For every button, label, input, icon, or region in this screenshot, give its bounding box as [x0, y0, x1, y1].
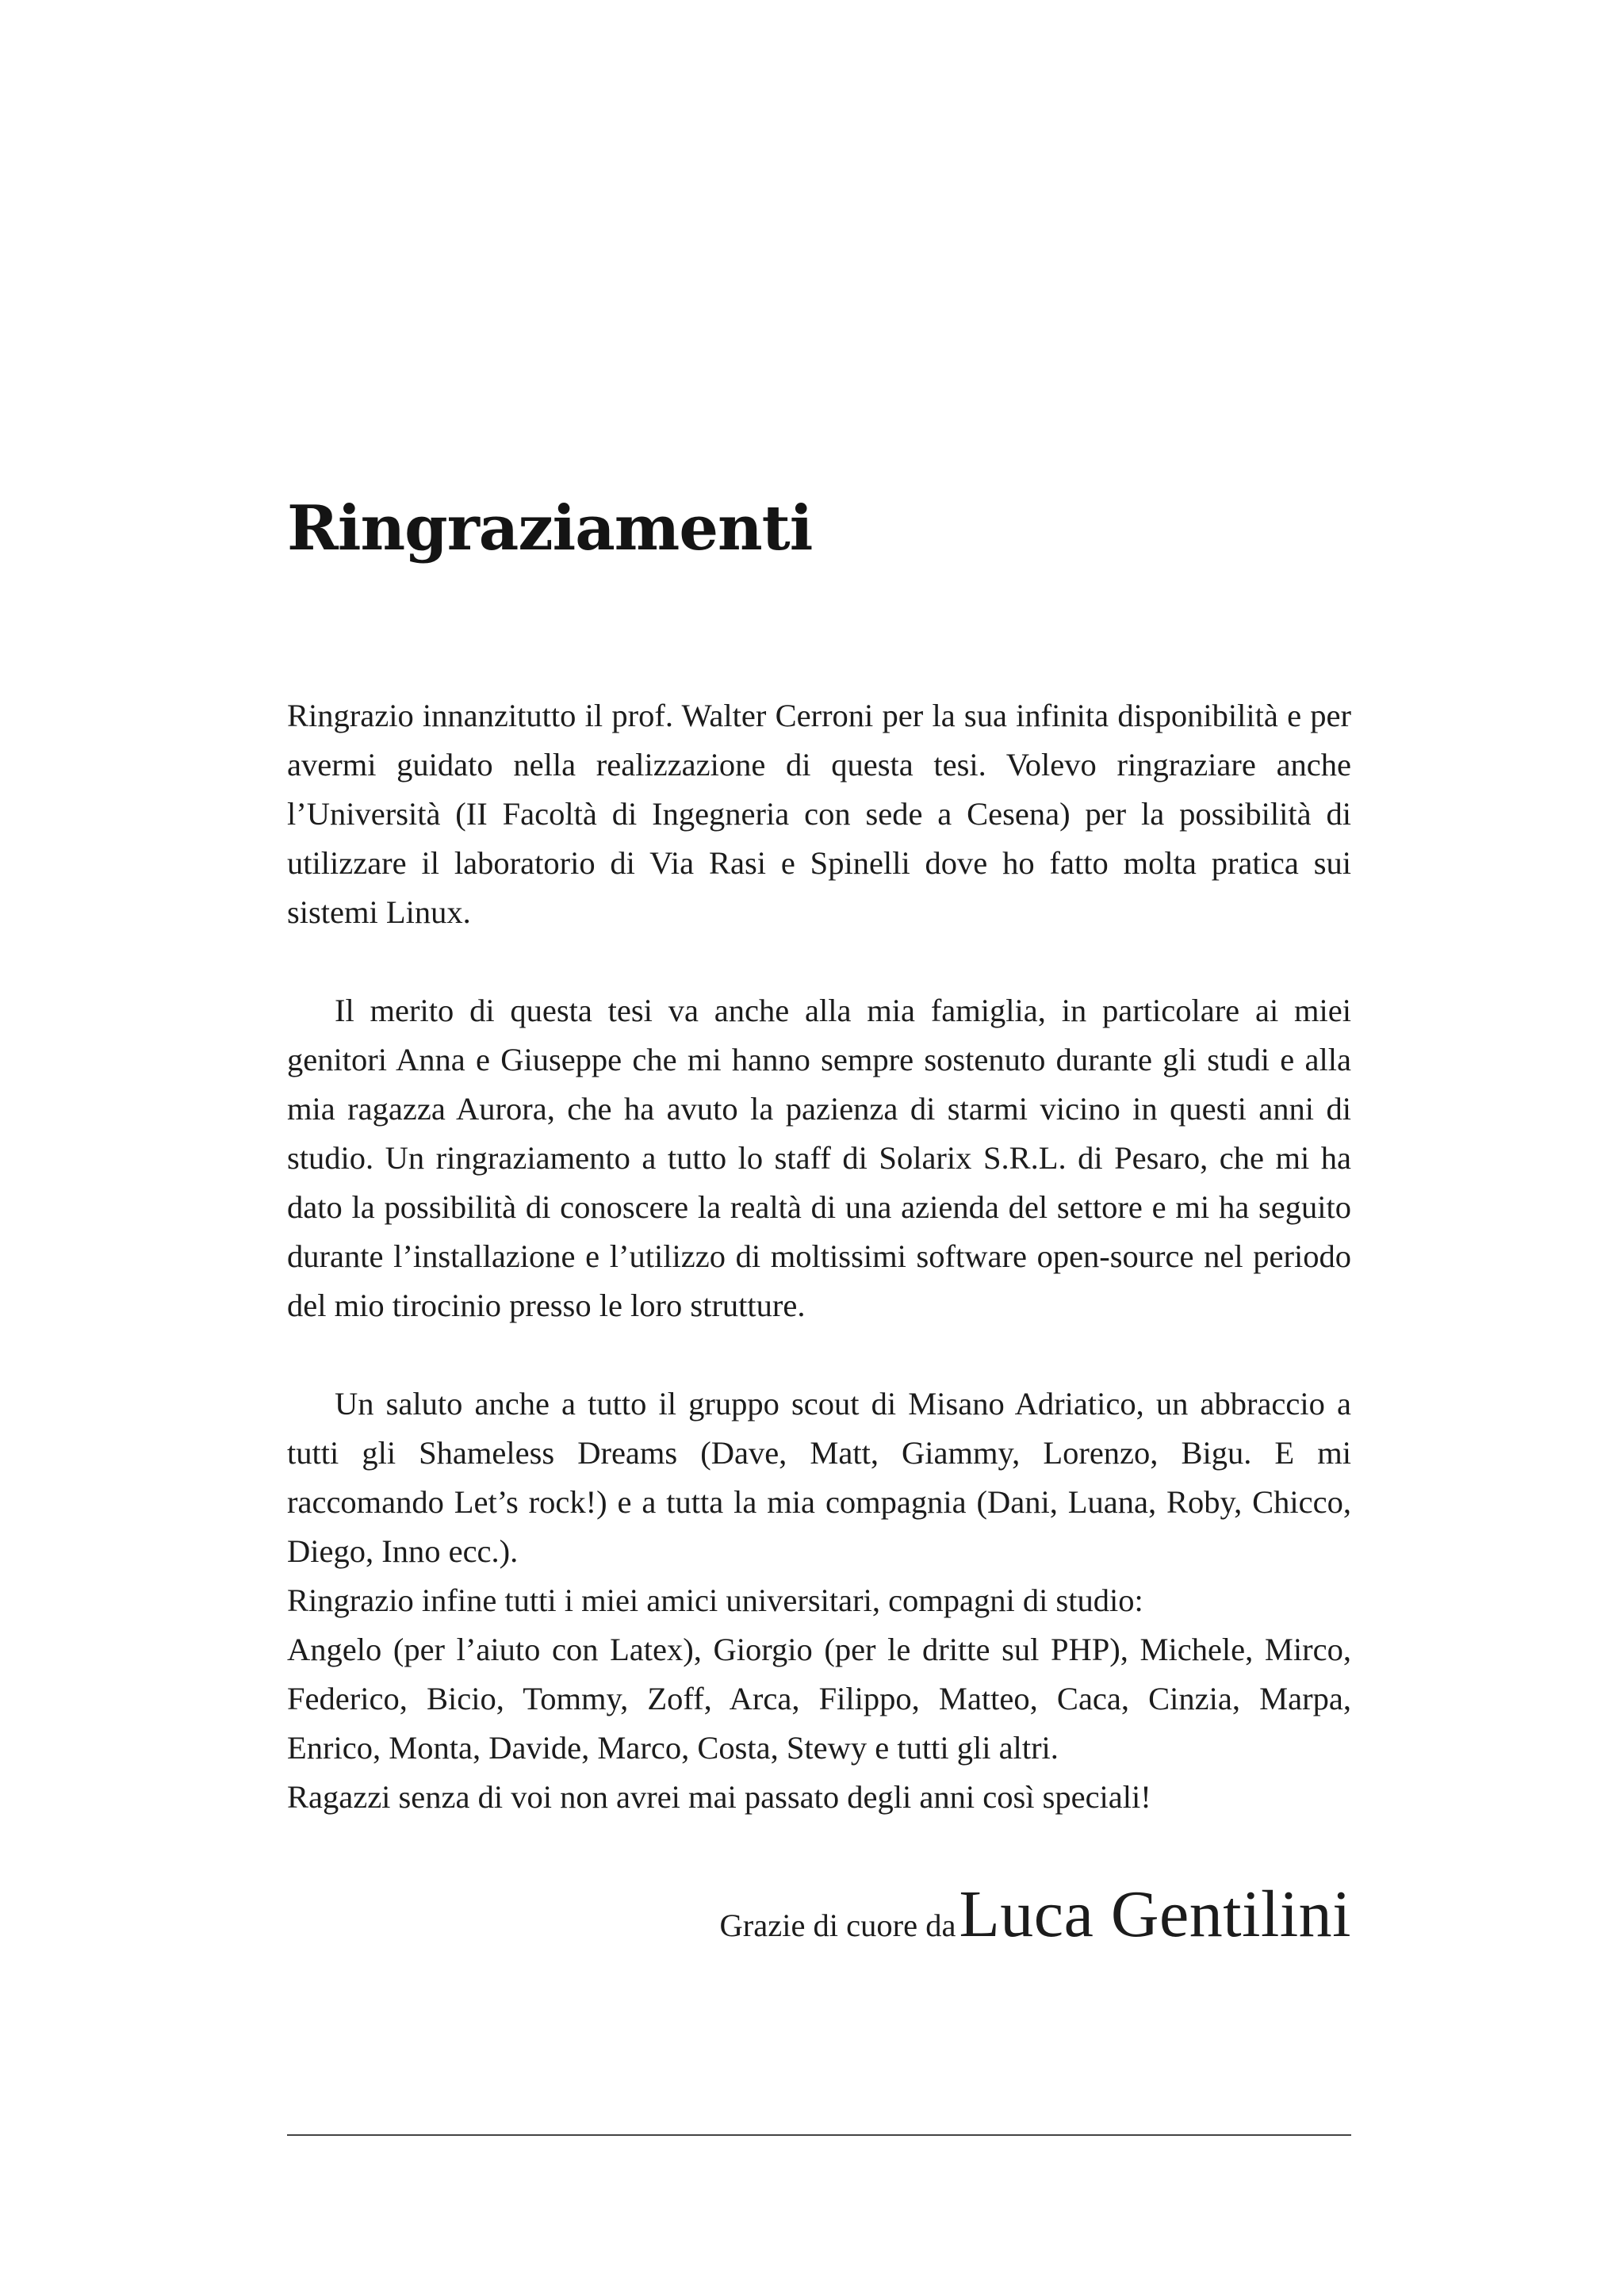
friends-line-closing: Ragazzi senza di voi non avrei mai passato degli anni così speciali!: [287, 1779, 1151, 1815]
paragraph-scout: Un saluto anche a tutto il gruppo scout di Misano Adriatico, un abbraccio a tutti gli Shameless Dreams (Dave, Matt, Giammy, Lorenzo, Bigu. E mi raccomando Let’s rock!) e a tutta la mia compagnia (Dani, Luana, Roby, Chicco, Diego, Inno ecc.).: [287, 1386, 1351, 1569]
paragraph-professor: Ringrazio innanzitutto il prof. Walter Cerroni per la sua infinita disponibilità e per avermi guidato nella realizzazione di questa tesi. Volevo ringraziare anche l’Università (II Facoltà di Ingegneria con sede a Cesena) per la possibilità di utilizzare il laboratorio di Via Rasi e Spinelli dove ho fatto molta pratica sui sistemi Linux.: [287, 698, 1351, 930]
paragraph-family: Il merito di questa tesi va anche alla mia famiglia, in particolare ai miei genitori Anna e Giuseppe che mi hanno sempre sostenuto durante gli studi e alla mia ragazza Aurora, che ha avuto la pazienza di starmi vicino in questi anni di studio. Un ringraziamento a tutto lo staff di Solarix S.R.L. di Pesaro, che mi ha dato la possibilità di conoscere la realtà di una azienda del settore e mi ha seguito durante l’installazione e l’utilizzo di moltissimi software open-source nel periodo del mio tirocinio presso le loro strutture.: [287, 993, 1351, 1323]
paragraph-friends: [287, 1576, 1351, 1822]
signature: [287, 1876, 1351, 1953]
page-title: Ringraziamenti: [287, 492, 813, 564]
footer-rule: [287, 2134, 1351, 2136]
acknowledgements-body: [287, 691, 1351, 1822]
signature-name: Luca Gentilini: [959, 1877, 1351, 1951]
signature-prefix: Grazie di cuore da: [719, 1908, 956, 1943]
friends-line-names: Angelo (per l’aiuto con Latex), Giorgio (per le dritte sul PHP), Michele, Mirco, Federico, Bicio, Tommy, Zoff, Arca, Filippo, Matteo, Caca, Cinzia, Marpa, Enrico, Monta, Davide, Marco, Costa, Stewy e tutti gli altri.: [287, 1632, 1351, 1766]
friends-line-intro: Ringrazio infine tutti i miei amici universitari, compagni di studio:: [287, 1582, 1143, 1618]
